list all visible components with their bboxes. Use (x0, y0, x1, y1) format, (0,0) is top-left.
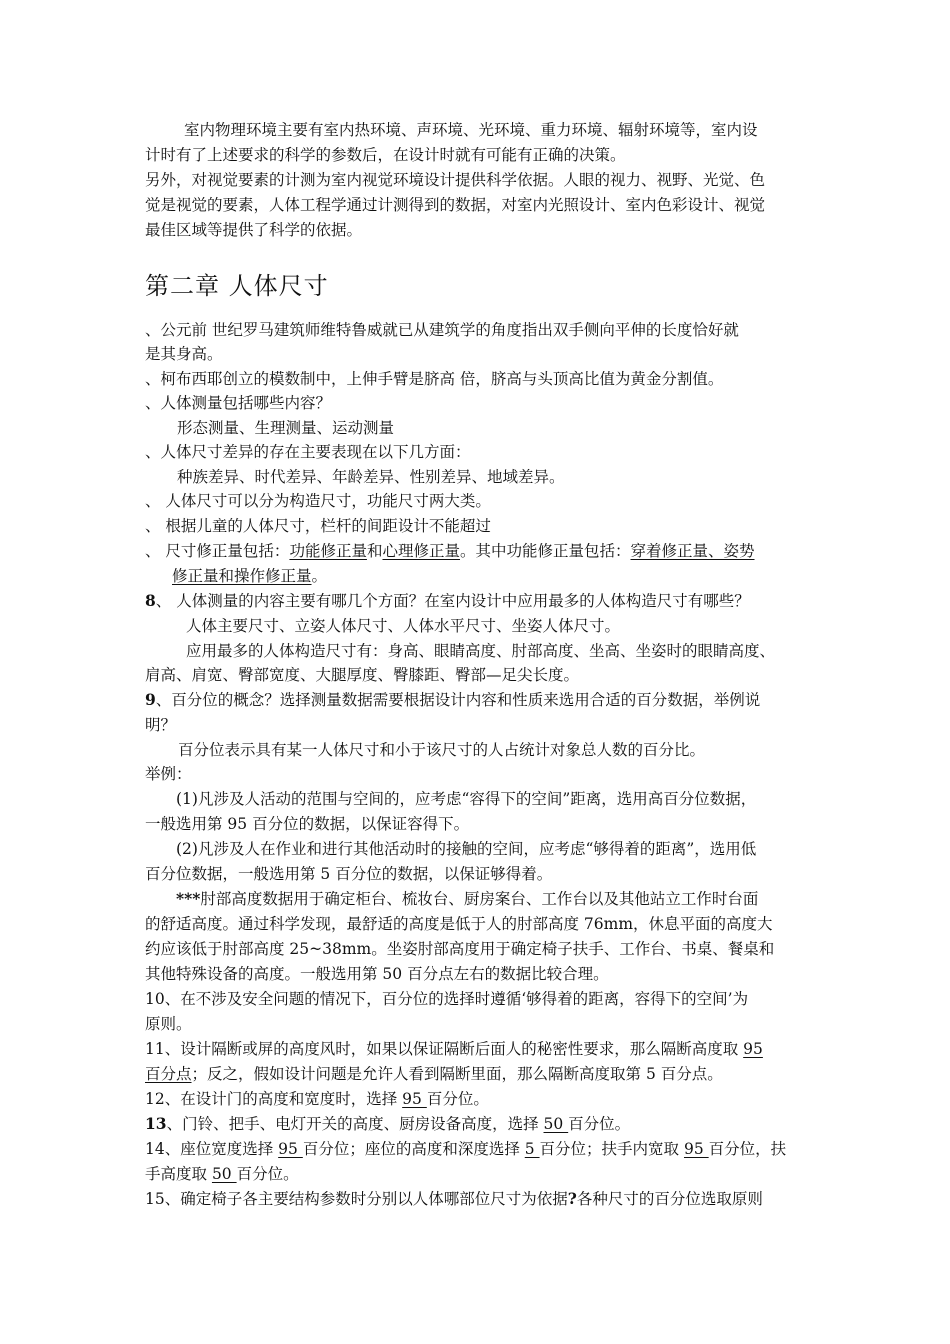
item-14-seat-width-value: 95 (278, 1140, 303, 1158)
intro-paragraph-1-line-1: 室内物理环境主要有室内热环境、声环境、光环境、重力环境、辐射环境等，室内设 (184, 121, 758, 139)
item-7-wearing-correction: 穿着修正量、姿势 (630, 542, 755, 560)
item-9-example-3-line-3: 约应该低于肘部高度 25~38mm。坐姿肘部高度用于确定椅子扶手、工作台、书桌、餐桌和 (145, 940, 775, 958)
item-6: 、 根据儿童的人体尺寸，栏杆的间距设计不能超过 (145, 517, 491, 535)
intro-paragraph-1-line-2: 计时有了上述要求的科学的参数后，在设计时就有可能有正确的决策。 (145, 146, 626, 164)
item-14-armrest-width-value: 95 (683, 1140, 709, 1158)
item-14-line-2-pre: 手高度取 (145, 1165, 212, 1183)
item-7-posture-operation-correction: 修正量和操作修正量 (172, 567, 312, 585)
chapter-title: 第二章 人体尺寸 (145, 272, 329, 300)
item-15 (145, 1188, 763, 1210)
item-14-pre: 14、座位宽度选择 (145, 1140, 279, 1158)
item-15-question-mark: ? (567, 1189, 577, 1208)
item-7-line-1 (145, 540, 755, 562)
item-9-example-2-line-1: (2)凡涉及人在作业和进行其他活动时的接触的空间，应考虑“够得着的距离”，选用低 (176, 840, 757, 858)
item-1-line-2: 是其身高。 (145, 345, 223, 363)
item-9-question-text: 、百分位的概念？选择测量数据需要根据设计内容和性质来选用合适的百分数据，举例说 (155, 691, 761, 709)
item-8-question (145, 590, 750, 612)
item-7-end: 。 (311, 567, 328, 585)
item-12-value: 95 (402, 1090, 427, 1108)
item-11-line-1 (145, 1038, 763, 1060)
item-1-line-1: 、公元前 世纪罗马建筑师维特鲁威就已从建筑学的角度指出双手侧向平伸的长度恰好就 (145, 321, 739, 339)
item-9-question-line-2: 明？ (145, 716, 177, 734)
item-13-number: 13 (145, 1114, 167, 1133)
item-11-percentile-point: 百分点 (145, 1065, 192, 1083)
item-7-line-2 (172, 565, 327, 587)
item-3-answer: 形态测量、生理测量、运动测量 (177, 419, 395, 437)
item-14-line-1 (145, 1138, 786, 1160)
item-3: 、人体测量包括哪些内容？ (145, 394, 332, 412)
item-7-mid: 。其中功能修正量包括： (459, 542, 631, 560)
item-9-example-3-line-2: 的舒适高度。通过科学发现，最舒适的高度是低于人的肘部高度 76mm，休息平面的高度大 (145, 915, 773, 933)
item-11-line-2 (145, 1063, 723, 1085)
item-11-value-95: 95 (743, 1040, 763, 1058)
item-9-answer: 百分位表示具有某一人体尺寸和小于该尺寸的人占统计对象总人数的百分比。 (178, 741, 706, 759)
item-9-example-1-line-1: (1)凡涉及人活动的范围与空间的，应考虑“容得下的空间”距离，选用高百分位数据， (176, 790, 757, 808)
item-14-mid-3: 百分位，扶 (708, 1140, 787, 1158)
item-10-line-1: 10、在不涉及安全问题的情况下，百分位的选择时遵循‘够得着的距离，容得下的空间’为 (145, 990, 749, 1008)
item-9-example-3-text: 肘部高度数据用于确定柜台、梳妆台、厨房案台、工作台以及其他站立工作时台面 (200, 890, 759, 908)
item-9-example-2-line-2: 百分位数据，一般选用第 5 百分位的数据，以保证够得着。 (145, 865, 553, 883)
item-13 (145, 1113, 630, 1135)
item-11-text-2: ；反之，假如设计问题是允许人看到隔断里面，那么隔断高度取第 5 百分点。 (191, 1065, 723, 1083)
item-9-number: 9 (145, 690, 156, 709)
item-13-value: 50 (543, 1115, 569, 1133)
item-8-answer-2-line-2: 肩高、肩宽、臀部宽度、大腿厚度、臀膝距、臀部—足尖长度。 (145, 666, 580, 684)
item-7-functional-correction: 功能修正量 (289, 542, 367, 560)
item-12-pre: 12、在设计门的高度和宽度时，选择 (145, 1090, 403, 1108)
item-8-number: 8 (145, 591, 156, 610)
item-12-post: 百分位。 (426, 1090, 489, 1108)
item-13-pre: 、门铃、把手、电灯开关的高度、厨房设备高度，选择 (166, 1115, 544, 1133)
item-14-line-2 (145, 1163, 299, 1185)
item-14-line-2-post: 百分位。 (236, 1165, 299, 1183)
item-8-question-text: 、 人体测量的内容主要有哪几个方面？在室内设计中应用最多的人体构造尺寸有哪些？ (155, 592, 750, 610)
item-7-and: 和 (366, 542, 383, 560)
item-12 (145, 1088, 489, 1110)
item-2: 、柯布西耶创立的模数制中，上伸手臂是脐高 倍，脐高与头顶高比值为黄金分割值。 (145, 370, 724, 388)
intro-paragraph-2-line-2: 觉是视觉的要素，人体工程学通过计测得到的数据，对室内光照设计、室内色彩设计、视觉 (145, 196, 766, 214)
item-14-mid-2: 百分位；扶手内宽取 (539, 1140, 684, 1158)
item-4: 、人体尺寸差异的存在主要表现在以下几方面： (145, 443, 471, 461)
item-14-mid-1: 百分位；座位的高度和深度选择 (302, 1140, 525, 1158)
item-9-example-1-line-2: 一般选用第 95 百分位的数据，以保证容得下。 (145, 815, 470, 833)
item-9-question-line-1 (145, 689, 760, 711)
item-9-example-label: 举例： (145, 765, 192, 783)
item-15-post: 各种尺寸的百分位选取原则 (576, 1190, 763, 1208)
item-11-text-1: 11、设计隔断或屏的高度风时，如果以保证隔断后面人的秘密性要求，那么隔断高度取 (145, 1040, 744, 1058)
item-8-answer-2-line-1: 应用最多的人体构造尺寸有：身高、眼睛高度、肘部高度、坐高、坐姿时的眼睛高度、 (186, 642, 776, 660)
item-4-answer: 种族差异、时代差异、年龄差异、性别差异、地域差异。 (177, 468, 565, 486)
item-9-example-3-stars: *** (176, 889, 201, 908)
item-10-line-2: 原则。 (145, 1015, 192, 1033)
item-13-post: 百分位。 (568, 1115, 631, 1133)
intro-paragraph-2-line-1: 另外，对视觉要素的计测为室内视觉环境设计提供科学依据。人眼的视力、视野、光觉、色 (145, 171, 766, 189)
item-5: 、 人体尺寸可以分为构造尺寸，功能尺寸两大类。 (145, 492, 491, 510)
item-14-seat-height-value: 5 (524, 1140, 540, 1158)
intro-paragraph-2-line-3: 最佳区域等提供了科学的依据。 (145, 221, 363, 239)
item-9-example-3-line-1 (176, 888, 758, 910)
item-15-pre: 15、确定椅子各主要结构参数时分别以人体哪部位尺寸为依据 (145, 1190, 568, 1208)
item-9-example-3-line-4: 其他特殊设备的高度。一般选用第 50 百分点左右的数据比较合理。 (145, 965, 609, 983)
item-7-psychological-correction: 心理修正量 (382, 542, 460, 560)
item-14-armrest-height-value: 50 (211, 1165, 237, 1183)
item-7-prefix: 、 尺寸修正量包括： (145, 542, 290, 560)
item-8-answer-1: 人体主要尺寸、立姿人体尺寸、人体水平尺寸、坐姿人体尺寸。 (186, 617, 621, 635)
